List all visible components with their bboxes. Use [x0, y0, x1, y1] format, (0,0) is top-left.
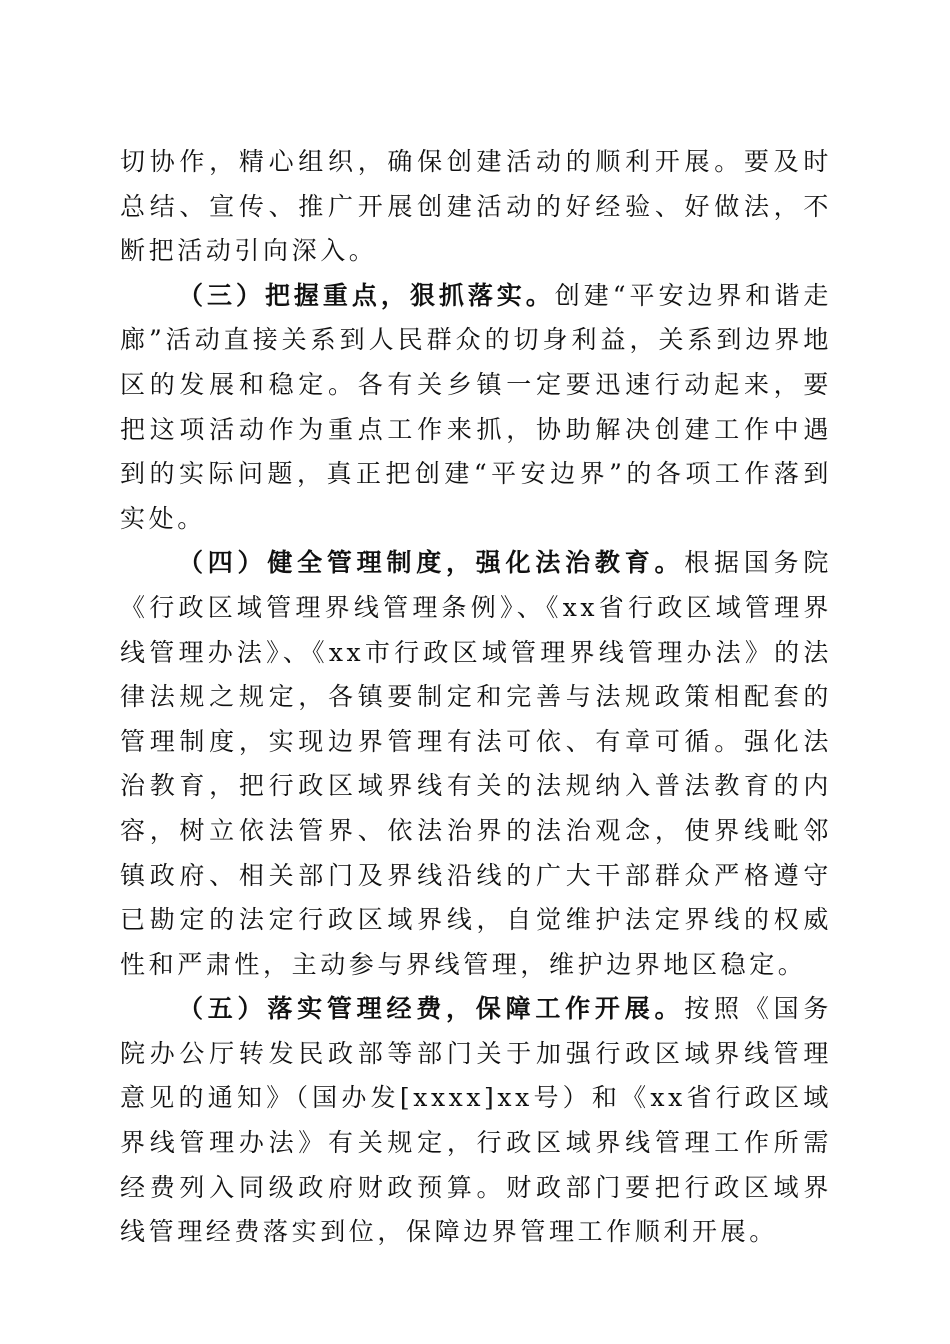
paragraph-continuation [120, 140, 832, 274]
document-page [120, 140, 832, 1255]
paragraph-body: 按照《国务院办公厅转发民政部等部门关于加强行政区域界线管理意见的通知》（国办发[xxxx]xx号）和《xx省行政区域界线管理办法》有关规定，行政区域界线管理工作所需经费列入同级政府财政预算。财政部门要把行政区域界线管理经费落实到位，保障边界管理工作顺利开展。 [120, 994, 832, 1247]
paragraph-body: 切协作，精心组织，确保创建活动的顺利开展。要及时总结、宣传、推广开展创建活动的好经验、好做法，不断把活动引向深入。 [120, 147, 832, 266]
paragraph-section-4 [120, 541, 832, 987]
section-heading: （三）把握重点，狠抓落实。 [178, 280, 555, 310]
paragraph-body: 根据国务院《行政区域管理界线管理条例》、《xx省行政区域管理界线管理办法》、《xx市行政区域管理界线管理办法》的法律法规之规定，各镇要制定和完善与法规政策相配套的管理制度，实现边界管理有法可依、有章可循。强化法治教育，把行政区域界线有关的法规纳入普法教育的内容，树立依法管界、依法治界的法治观念，使界线毗邻镇政府、相关部门及界线沿线的广大干部群众严格遵守已勘定的法定行政区域界线，自觉维护法定界线的权威性和严肃性，主动参与界线管理，维护边界地区稳定。 [120, 548, 832, 979]
section-heading: （五）落实管理经费，保障工作开展。 [178, 994, 685, 1024]
section-heading: （四）健全管理制度，强化法治教育。 [178, 548, 685, 578]
paragraph-body: 创建“平安边界和谐走廊”活动直接关系到人民群众的切身利益，关系到边界地区的发展和稳定。各有关乡镇一定要迅速行动起来，要把这项活动作为重点工作来抓，协助解决创建工作中遇到的实际问题，真正把创建“平安边界”的各项工作落到实处。 [120, 280, 832, 533]
paragraph-section-3 [120, 274, 832, 542]
paragraph-section-5 [120, 987, 832, 1255]
